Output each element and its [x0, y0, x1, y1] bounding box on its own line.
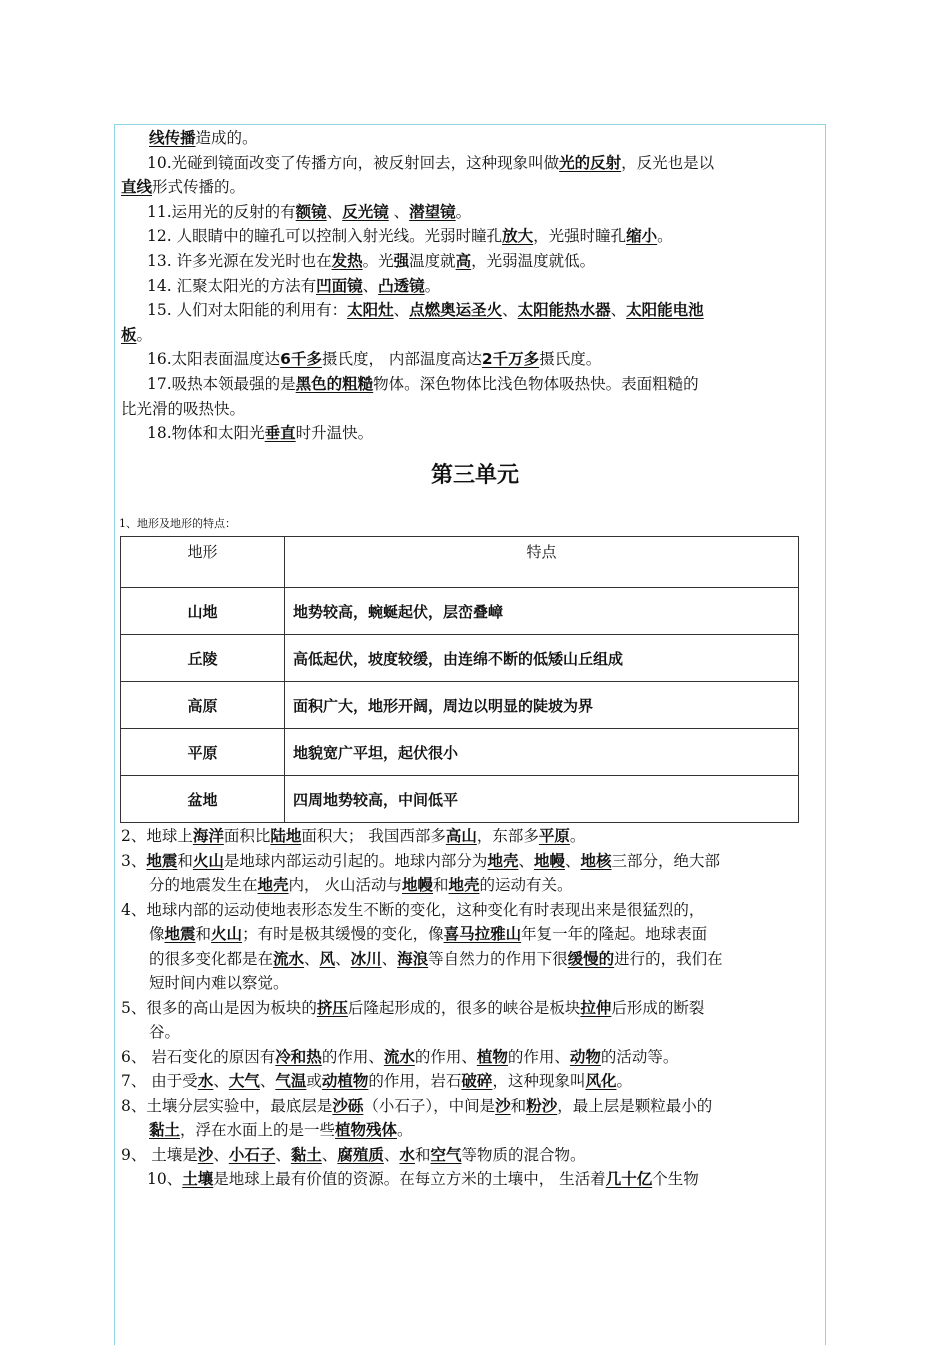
feature-cell: 地势较高，蜿蜒起伏，层峦叠嶂	[285, 588, 799, 635]
key-term: 线传播	[149, 129, 196, 147]
key-term: 太阳灶	[347, 301, 394, 320]
text-run: 摄氏度。	[539, 350, 602, 369]
key-term: 喜马拉雅山	[443, 925, 522, 943]
text-run: 18.物体和太阳光	[147, 424, 265, 443]
text-run: 、	[564, 851, 581, 870]
landform-cell: 丘陵	[121, 635, 285, 682]
text-line	[121, 996, 826, 1021]
text-run: ；有时是极其缓慢的变化，像	[242, 925, 444, 943]
table-row	[121, 588, 799, 635]
text-run: 5、很多的高山是因为板块的	[121, 998, 317, 1017]
text-run: 和	[432, 876, 449, 894]
text-run: 、	[388, 202, 410, 221]
key-term: 地壳	[448, 876, 480, 894]
text-run: 9、 土壤是	[121, 1145, 198, 1164]
text-run: 谷。	[149, 1023, 181, 1041]
feature-cell: 四周地势较高，中间低平	[285, 776, 799, 823]
text-run: 、	[321, 1145, 338, 1164]
landform-cell: 盆地	[121, 776, 285, 823]
text-run: 分的地震发生在	[149, 876, 258, 894]
key-term: 土壤	[182, 1170, 214, 1188]
key-term: 沙	[197, 1145, 214, 1164]
text-run: 16.太阳表面温度达	[147, 350, 281, 369]
key-term: 破碎	[461, 1072, 493, 1090]
text-run: 、	[610, 301, 627, 320]
text-run: 造成的。	[195, 129, 258, 147]
key-term: 风化	[585, 1072, 617, 1090]
key-term: 垂直	[264, 424, 296, 443]
key-term: 水	[197, 1072, 214, 1090]
text-run: 像	[149, 925, 165, 943]
text-run: 、	[518, 851, 534, 870]
text-run: 摄氏度， 内部温度高达	[321, 350, 482, 369]
key-term: 火山	[192, 851, 224, 870]
text-run: 、	[304, 949, 320, 968]
key-term: 地核	[580, 851, 612, 870]
key-term: 风	[319, 949, 336, 968]
landform-cell: 山地	[121, 588, 285, 635]
text-run: 12. 人眼睛中的瞳孔可以控制入射光线。光弱时瞳孔	[147, 227, 503, 246]
key-term: 大气	[228, 1072, 260, 1090]
text-line	[121, 824, 826, 849]
key-term: 点燃奥运圣火	[409, 301, 503, 320]
text-run: 是地球上最有价值的资源。在每立方米的土壤中， 生活着	[213, 1170, 606, 1188]
key-term: 陆地	[270, 827, 302, 845]
key-term: 粉沙	[526, 1096, 558, 1115]
text-run: 物体。深色物体比浅色物体吸热快。表面粗糙的	[373, 375, 699, 393]
key-term: 水	[399, 1145, 415, 1164]
text-run: 。	[397, 1121, 413, 1139]
text-line	[121, 1069, 826, 1094]
key-term: 地壳	[257, 876, 289, 894]
text-run: 4、地球内部的运动使地表形态发生不断的变化，这种变化有时表现出来是很猛烈的，	[121, 900, 705, 919]
key-term: 海洋	[192, 827, 224, 845]
text-line	[147, 224, 825, 249]
key-term: 火山	[211, 925, 243, 943]
key-term: 空气	[430, 1145, 462, 1164]
text-line	[149, 971, 825, 996]
key-term: 植物残体	[335, 1121, 398, 1139]
table-row	[121, 682, 799, 729]
text-run: 。	[657, 227, 673, 246]
key-term: 光的反射	[559, 153, 622, 172]
feature-cell: 地貌宽广平坦，起伏很小	[285, 729, 799, 776]
text-run: 的很多变化都是在	[149, 949, 274, 968]
text-run: 、	[502, 301, 518, 320]
bold-term: 强	[393, 252, 410, 270]
text-run: 和	[414, 1145, 431, 1164]
text-run: 。	[616, 1072, 632, 1090]
text-line	[149, 126, 825, 151]
key-term: 凸透镜	[378, 276, 425, 295]
key-term: 流水	[383, 1047, 415, 1066]
text-run: 后形成的断裂	[611, 998, 705, 1017]
text-run: 、	[362, 276, 379, 295]
text-run: 或	[306, 1072, 322, 1090]
key-term: 流水	[273, 949, 305, 968]
text-run: ，最上层是颗粒最小的	[557, 1096, 713, 1115]
key-term: 黏土	[149, 1121, 181, 1139]
text-line	[121, 849, 826, 874]
header-landform: 地形	[121, 537, 285, 588]
text-run: 的作用、	[321, 1047, 384, 1066]
text-run: 。	[455, 202, 472, 221]
text-run: 是地球内部运动引起的。地球内部分为	[223, 851, 488, 870]
text-line	[121, 175, 826, 200]
text-run: 。光	[362, 252, 394, 270]
key-term: 地幔	[401, 876, 433, 894]
text-line	[121, 397, 826, 422]
text-run: 。	[136, 325, 153, 344]
key-term: 高	[455, 252, 472, 270]
key-term: 拉伸	[580, 998, 612, 1017]
text-line	[149, 1118, 825, 1143]
text-line	[121, 1094, 826, 1119]
text-run: 、	[326, 202, 343, 221]
text-line	[147, 421, 825, 446]
key-term: 地震	[164, 925, 196, 943]
key-term: 6千多	[280, 350, 322, 369]
text-line	[147, 151, 825, 176]
text-line	[147, 372, 825, 397]
key-term: 沙	[495, 1096, 511, 1115]
key-term: 放大	[502, 227, 534, 246]
key-term: 动植物	[321, 1072, 369, 1090]
text-run: 短时间内难以察觉。	[149, 974, 289, 992]
table-row	[121, 635, 799, 682]
text-line	[121, 898, 826, 923]
text-run: 的活动等。	[600, 1047, 679, 1066]
key-term: 缓慢的	[567, 949, 615, 968]
text-run: 8、土壤分层实验中，最底层是	[121, 1096, 333, 1115]
key-term: 缩小	[626, 227, 658, 246]
text-run: 温度就	[409, 252, 456, 270]
key-term: 植物	[476, 1047, 508, 1066]
text-run: 面积大； 我国西部多	[301, 827, 446, 845]
text-run: 、	[335, 949, 351, 968]
text-run: 和	[177, 851, 193, 870]
text-run: ，浮在水面上的是一些	[180, 1121, 336, 1139]
key-term: 发热	[331, 252, 363, 270]
key-term: 沙砾	[332, 1096, 364, 1115]
key-term: 板	[121, 325, 137, 344]
text-run: 和	[195, 925, 212, 943]
key-term: 几十亿	[605, 1170, 653, 1188]
text-run: 的运动有关。	[479, 876, 573, 894]
text-run: 的作用、	[414, 1047, 477, 1066]
text-run: 三部分，绝大部	[611, 851, 721, 870]
key-term: 冷和热	[275, 1047, 322, 1066]
key-term: 黏土	[290, 1145, 322, 1164]
text-line	[147, 1167, 825, 1192]
text-run: 和	[510, 1096, 527, 1115]
key-term: 地壳	[487, 851, 519, 870]
text-run: 等自然力的作用下很	[428, 949, 568, 968]
text-run: 进行的，我们在	[614, 949, 723, 968]
text-run: ，光强时瞳孔	[533, 227, 627, 246]
key-term: 海浪	[397, 949, 429, 968]
text-run: 内， 火山活动与	[288, 876, 402, 894]
header-features: 特点	[285, 537, 799, 588]
text-run: （小石子），中间是	[363, 1096, 496, 1115]
feature-cell: 高低起伏，坡度较缓，由连绵不断的低矮山丘组成	[285, 635, 799, 682]
text-line	[149, 922, 825, 947]
text-run: 、	[381, 949, 398, 968]
key-term: 气温	[275, 1072, 307, 1090]
table-row	[121, 729, 799, 776]
text-line	[121, 323, 826, 348]
key-term: 太阳能热水器	[517, 301, 611, 320]
table-caption: 1、地形及地形的特点：	[119, 517, 236, 530]
text-line	[121, 1045, 826, 1070]
landform-cell: 平原	[121, 729, 285, 776]
text-run: 年复一年的隆起。地球表面	[521, 925, 708, 943]
text-run: 时升温快。	[295, 424, 374, 443]
table-header-row	[121, 537, 799, 588]
text-line	[147, 274, 825, 299]
landform-table	[120, 536, 799, 823]
text-run: 、	[259, 1072, 276, 1090]
text-run: 15. 人们对太阳能的利用有：	[147, 301, 348, 320]
key-term: 直线	[121, 178, 153, 197]
text-run: 3、	[121, 851, 147, 870]
text-line	[147, 347, 825, 372]
text-line	[149, 1020, 825, 1045]
text-run: 、	[275, 1145, 291, 1164]
text-run: ，光弱温度就低。	[471, 252, 596, 270]
text-run: ，这种现象叫	[492, 1072, 586, 1090]
text-run: ，反光也是以	[621, 153, 715, 172]
text-run: 、	[213, 1072, 229, 1090]
text-run: 7、 由于受	[121, 1072, 198, 1090]
text-run: 6、 岩石变化的原因有	[121, 1047, 276, 1066]
text-run: 的作用、	[507, 1047, 570, 1066]
key-term: 地幔	[533, 851, 565, 870]
key-term: 太阳能电池	[626, 301, 704, 320]
text-run: 10、	[147, 1170, 183, 1188]
text-line	[147, 200, 825, 225]
landform-cell: 高原	[121, 682, 285, 729]
text-line	[149, 947, 825, 972]
text-run: 13. 许多光源在发光时也在	[147, 252, 332, 270]
text-run: 11.运用光的反射的有	[147, 202, 296, 221]
text-run: 。	[569, 827, 586, 845]
key-term: 冰川	[350, 949, 382, 968]
text-run: 比光滑的吸热快。	[121, 399, 246, 418]
text-run: 后隆起形成的，很多的峡谷是板块	[347, 998, 581, 1017]
text-line	[149, 873, 825, 898]
text-run: 、	[393, 301, 410, 320]
key-term: 腐殖质	[337, 1145, 384, 1164]
key-term: 挤压	[316, 998, 348, 1017]
text-run: ，东部多	[476, 827, 539, 845]
key-term: 反光镜	[342, 202, 389, 221]
key-term: 高山	[445, 827, 477, 845]
text-run: 14. 汇聚太阳光的方法有	[147, 276, 317, 295]
key-term: 凹面镜	[316, 276, 363, 295]
text-line	[121, 1143, 826, 1168]
text-run: 、	[213, 1145, 229, 1164]
feature-cell: 面积广大，地形开阔，周边以明显的陡坡为界	[285, 682, 799, 729]
key-term: 额镜	[295, 202, 327, 221]
key-term: 2千万多	[481, 350, 540, 369]
text-run: 17.吸热本领最强的是	[147, 375, 296, 393]
text-run: 的作用，岩石	[368, 1072, 462, 1090]
key-term: 小石子	[228, 1145, 276, 1164]
text-line	[147, 249, 825, 274]
key-term: 潜望镜	[409, 202, 456, 221]
text-run: 形式传播的。	[152, 178, 246, 197]
text-line	[147, 298, 825, 323]
text-run: 10.光碰到镜面改变了传播方向，被反射回去，这种现象叫做	[147, 153, 560, 172]
text-run: 、	[383, 1145, 400, 1164]
text-run: 等物质的混合物。	[461, 1145, 586, 1164]
key-term: 地震	[146, 851, 178, 870]
text-run: 2、地球上	[121, 827, 193, 845]
key-term: 黑色的粗糙	[295, 375, 374, 393]
text-run: 个生物	[652, 1170, 699, 1188]
text-run: 。	[424, 276, 441, 295]
table-row	[121, 776, 799, 823]
unit-title: 第三单元	[430, 463, 519, 488]
text-run: 面积比	[223, 827, 271, 845]
key-term: 动物	[569, 1047, 601, 1066]
key-term: 平原	[538, 827, 570, 845]
